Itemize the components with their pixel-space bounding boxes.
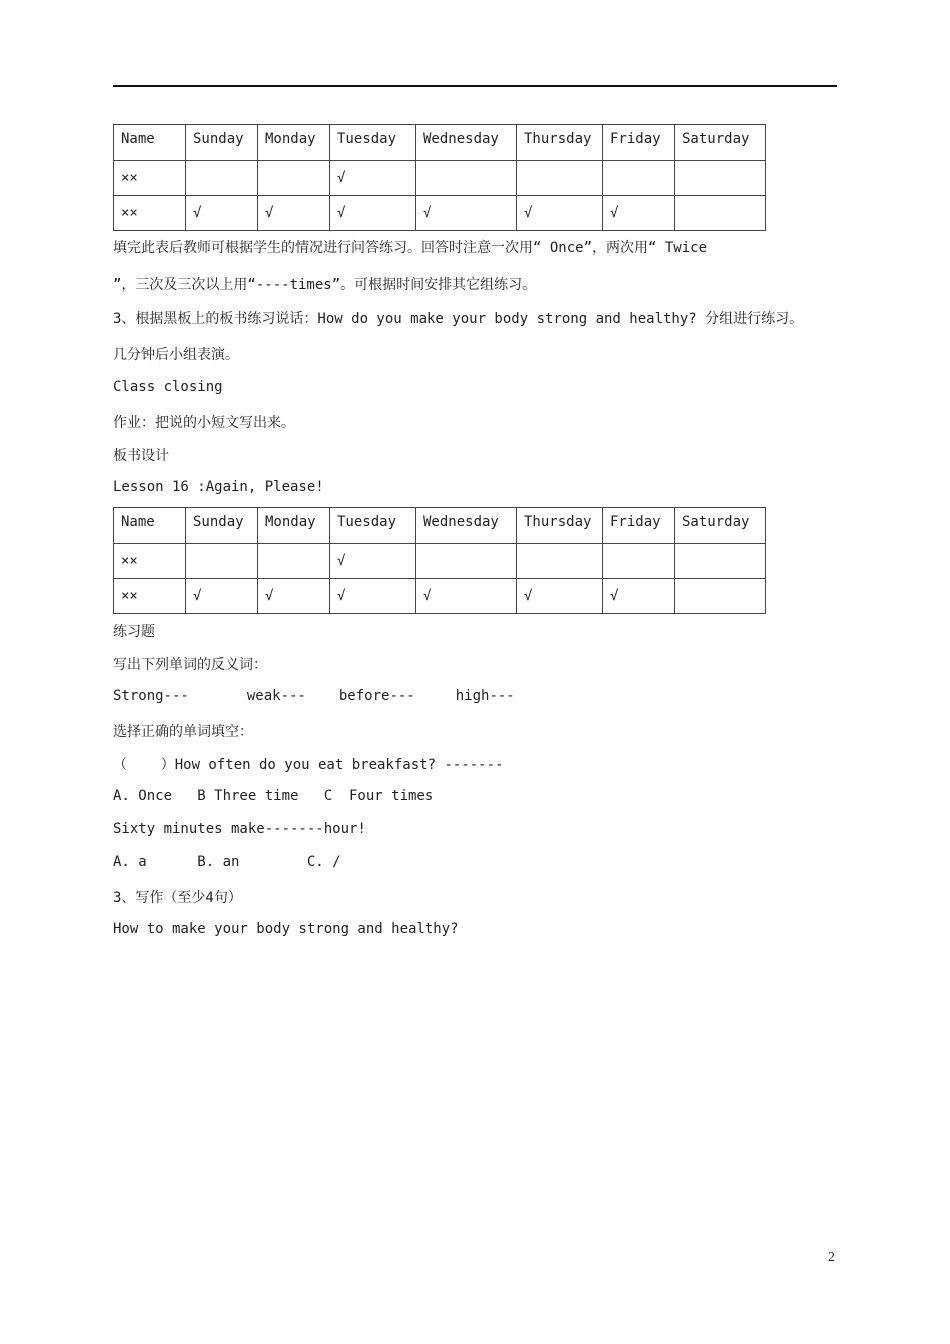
header-cell: Name bbox=[114, 125, 186, 161]
antonym-word: weak--- bbox=[246, 688, 306, 704]
table-cell bbox=[258, 161, 330, 196]
table-cell bbox=[186, 544, 258, 579]
table-row bbox=[114, 161, 766, 196]
table-cell bbox=[416, 161, 517, 196]
table-cell: √ bbox=[416, 579, 517, 614]
writing-prompt: How to make your body strong and healthy? bbox=[113, 921, 459, 937]
table-cell: ×× bbox=[114, 579, 186, 614]
table-cell bbox=[186, 161, 258, 196]
question-3: 3、写作（至少4句） bbox=[113, 890, 242, 906]
homework: 作业：把说的小短文写出来。 bbox=[113, 415, 295, 431]
paragraph-1b: ”，三次及三次以上用“----times”。可根据时间安排其它组练习。 bbox=[113, 277, 537, 293]
antonym-words bbox=[113, 688, 515, 704]
schedule-table-1 bbox=[113, 124, 766, 231]
header-cell: Thursday bbox=[517, 125, 603, 161]
table-cell: √ bbox=[258, 196, 330, 231]
table-cell: √ bbox=[330, 544, 416, 579]
table-cell: √ bbox=[186, 196, 258, 231]
antonym-word: before--- bbox=[338, 688, 415, 704]
paragraph-2b: 几分钟后小组表演。 bbox=[113, 347, 239, 363]
table-row bbox=[114, 544, 766, 579]
table-cell bbox=[517, 544, 603, 579]
antonym-word: Strong--- bbox=[113, 688, 189, 704]
header-cell: Sunday bbox=[186, 125, 258, 161]
question-2: 选择正确的单词填空： bbox=[113, 724, 253, 740]
mc-options-1: A. Once B Three time C Four times bbox=[113, 788, 434, 804]
header-cell: Name bbox=[114, 508, 186, 544]
header-rule bbox=[113, 85, 837, 87]
table-cell: √ bbox=[330, 161, 416, 196]
mc-question-1: （ ）How often do you eat breakfast? ------- bbox=[113, 757, 504, 773]
table-cell: √ bbox=[330, 196, 416, 231]
table-cell bbox=[675, 196, 766, 231]
table-row bbox=[114, 579, 766, 614]
header-cell: Tuesday bbox=[330, 508, 416, 544]
exercises-heading: 练习题 bbox=[113, 624, 155, 640]
paragraph-2a: 3、根据黑板上的板书练习说话：How do you make your body strong and healthy? 分组进行练习。 bbox=[113, 311, 804, 327]
class-closing: Class closing bbox=[113, 379, 223, 395]
table-cell bbox=[517, 161, 603, 196]
header-cell: Sunday bbox=[186, 508, 258, 544]
table-cell bbox=[258, 544, 330, 579]
schedule-table-2 bbox=[113, 507, 766, 614]
header-cell: Monday bbox=[258, 508, 330, 544]
header-cell: Tuesday bbox=[330, 125, 416, 161]
table-cell: √ bbox=[416, 196, 517, 231]
header-cell: Saturday bbox=[675, 125, 766, 161]
mc-question-2: Sixty minutes make-------hour! bbox=[113, 821, 366, 837]
antonym-word: high--- bbox=[455, 688, 515, 704]
mc-options-2: A. a B. an C. / bbox=[113, 854, 341, 870]
question-1: 写出下列单词的反义词： bbox=[113, 657, 267, 673]
table-cell: √ bbox=[186, 579, 258, 614]
header-cell: Saturday bbox=[675, 508, 766, 544]
header-cell: Friday bbox=[603, 508, 675, 544]
header-cell: Thursday bbox=[517, 508, 603, 544]
table-cell: ×× bbox=[114, 196, 186, 231]
table-cell bbox=[675, 161, 766, 196]
table-cell bbox=[675, 544, 766, 579]
table-cell: √ bbox=[258, 579, 330, 614]
header-cell: Friday bbox=[603, 125, 675, 161]
table-row bbox=[114, 196, 766, 231]
table-cell: √ bbox=[517, 579, 603, 614]
table-cell bbox=[603, 161, 675, 196]
table-cell bbox=[675, 579, 766, 614]
board-design-heading: 板书设计 bbox=[113, 448, 169, 464]
table-cell: √ bbox=[603, 196, 675, 231]
table-header-row bbox=[114, 125, 766, 161]
lesson-title: Lesson 16 :Again, Please! bbox=[113, 479, 324, 495]
table-cell: √ bbox=[517, 196, 603, 231]
header-cell: Wednesday bbox=[416, 125, 517, 161]
page-number: 2 bbox=[828, 1250, 835, 1265]
table-cell: ×× bbox=[114, 544, 186, 579]
table-cell bbox=[416, 544, 517, 579]
table-cell bbox=[603, 544, 675, 579]
table-cell: √ bbox=[603, 579, 675, 614]
table-cell: √ bbox=[330, 579, 416, 614]
header-cell: Wednesday bbox=[416, 508, 517, 544]
header-cell: Monday bbox=[258, 125, 330, 161]
table-header-row bbox=[114, 508, 766, 544]
table-cell: ×× bbox=[114, 161, 186, 196]
paragraph-1a: 填完此表后教师可根据学生的情况进行问答练习。回答时注意一次用“ Once”，两次用“ Twice bbox=[113, 240, 707, 256]
